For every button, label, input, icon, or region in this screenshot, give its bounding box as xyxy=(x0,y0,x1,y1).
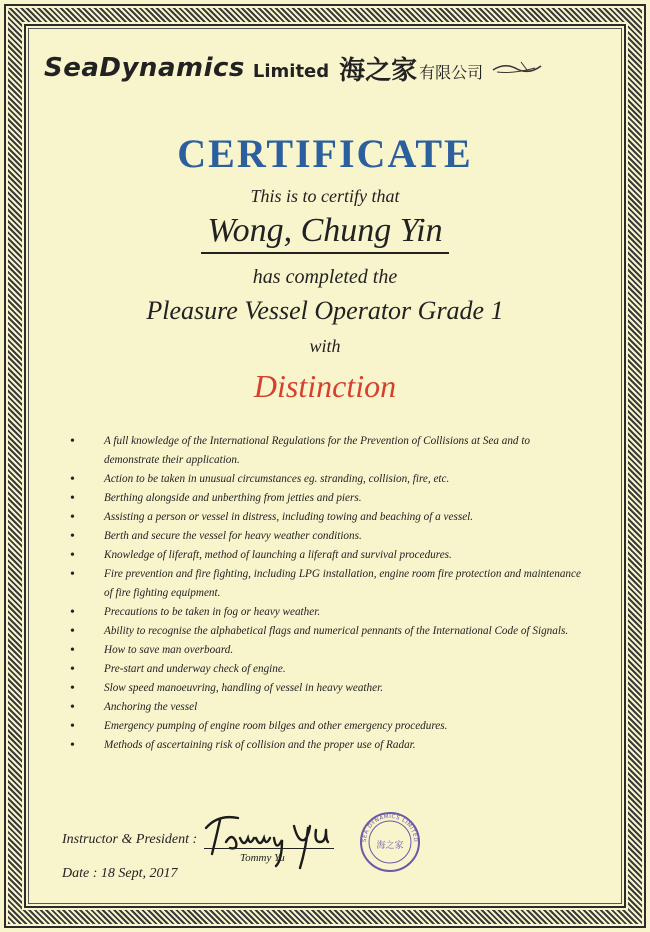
list-item xyxy=(64,603,584,622)
list-item-text: How to save man overboard. xyxy=(104,644,234,656)
list-item-text: Action to be taken in unusual circumstances eg. stranding, collision, fire, etc. xyxy=(104,473,450,485)
list-item xyxy=(64,546,584,565)
bullet: • xyxy=(70,567,75,582)
brand-limited: Limited xyxy=(252,60,330,82)
distinction-label: Distinction xyxy=(253,368,397,404)
list-item-text: Ability to recognise the alphabetical flags and numerical pennants of the International Code of Signals. xyxy=(104,625,569,637)
svg-text:SEA DYNAMICS LIMITED: SEA DYNAMICS LIMITED xyxy=(361,813,419,843)
list-item-text: Precautions to be taken in fog or heavy weather. xyxy=(104,606,321,618)
bullet: • xyxy=(70,700,75,715)
list-item xyxy=(64,508,584,527)
brand-name: SeaDynamics xyxy=(44,53,245,83)
list-item-text: Slow speed manoeuvring, handling of vessel in heavy weather. xyxy=(104,682,384,694)
bullet: • xyxy=(70,738,75,753)
list-item xyxy=(64,679,584,698)
list-item-text: Berthing alongside and unberthing from jetties and piers. xyxy=(104,492,362,504)
competency-list xyxy=(64,432,584,755)
brand-chinese-name: 海之家 xyxy=(339,55,418,86)
bullet: • xyxy=(70,719,75,734)
list-item-text: Anchoring the vessel xyxy=(104,701,198,713)
instructor-label: Instructor & President : xyxy=(62,832,198,847)
bullet: • xyxy=(70,605,75,620)
svg-text:海之家: 海之家 xyxy=(376,841,404,851)
bullet: • xyxy=(70,548,75,563)
signature-line xyxy=(204,848,334,849)
brand-chinese-suffix: 有限公司 xyxy=(419,62,484,82)
bullet: • xyxy=(70,681,75,696)
company-seal-stamp xyxy=(358,810,422,874)
list-item xyxy=(64,489,584,508)
list-item-text: Pre-start and underway check of engine. xyxy=(104,663,286,675)
bullet: • xyxy=(70,510,75,525)
boat-logo-icon xyxy=(491,58,543,78)
list-item xyxy=(64,622,584,641)
certify-line: This is to certify that xyxy=(250,186,400,206)
list-item xyxy=(64,641,584,660)
list-item-text: Knowledge of liferaft, method of launching a liferaft and survival procedures. xyxy=(104,549,452,561)
list-item xyxy=(64,736,584,755)
list-item-text: Emergency pumping of engine room bilges and other emergency procedures. xyxy=(104,720,448,732)
list-item xyxy=(64,470,584,489)
list-item-text: Assisting a person or vessel in distress, including towing and beaching of a vessel. xyxy=(104,511,474,523)
list-item-text: Berth and secure the vessel for heavy weather conditions. xyxy=(104,530,362,542)
company-header xyxy=(44,48,624,88)
bullet: • xyxy=(70,472,75,487)
with-line: with xyxy=(309,336,341,356)
certificate-date: Date : 18 Sept, 2017 xyxy=(62,866,178,881)
bullet: • xyxy=(70,529,75,544)
list-item-text: Methods of ascertaining risk of collision and the proper use of Radar. xyxy=(104,739,416,751)
list-item-text: Fire prevention and fire fighting, including LPG installation, engine room fire protection and maintenance of fire fighting equipment. xyxy=(104,568,581,599)
course-name: Pleasure Vessel Operator Grade 1 xyxy=(146,296,504,325)
bullet: • xyxy=(70,643,75,658)
list-item xyxy=(64,660,584,679)
recipient-name-wrap xyxy=(0,212,650,254)
bullet: • xyxy=(70,662,75,677)
list-item-text: A full knowledge of the International Regulations for the Prevention of Collisions at Sea and to demonstrate their application. xyxy=(104,435,531,466)
bullet: • xyxy=(70,434,75,449)
list-item xyxy=(64,565,584,603)
bullet: • xyxy=(70,491,75,506)
recipient-name: Wong, Chung Yin xyxy=(201,212,448,254)
certificate-title: CERTIFICATE xyxy=(177,131,473,176)
list-item xyxy=(64,527,584,546)
completed-line: has completed the xyxy=(252,266,398,288)
list-item xyxy=(64,717,584,736)
signature-name: Tommy Yu xyxy=(240,852,285,864)
bullet: • xyxy=(70,624,75,639)
list-item xyxy=(64,698,584,717)
list-item xyxy=(64,432,584,470)
